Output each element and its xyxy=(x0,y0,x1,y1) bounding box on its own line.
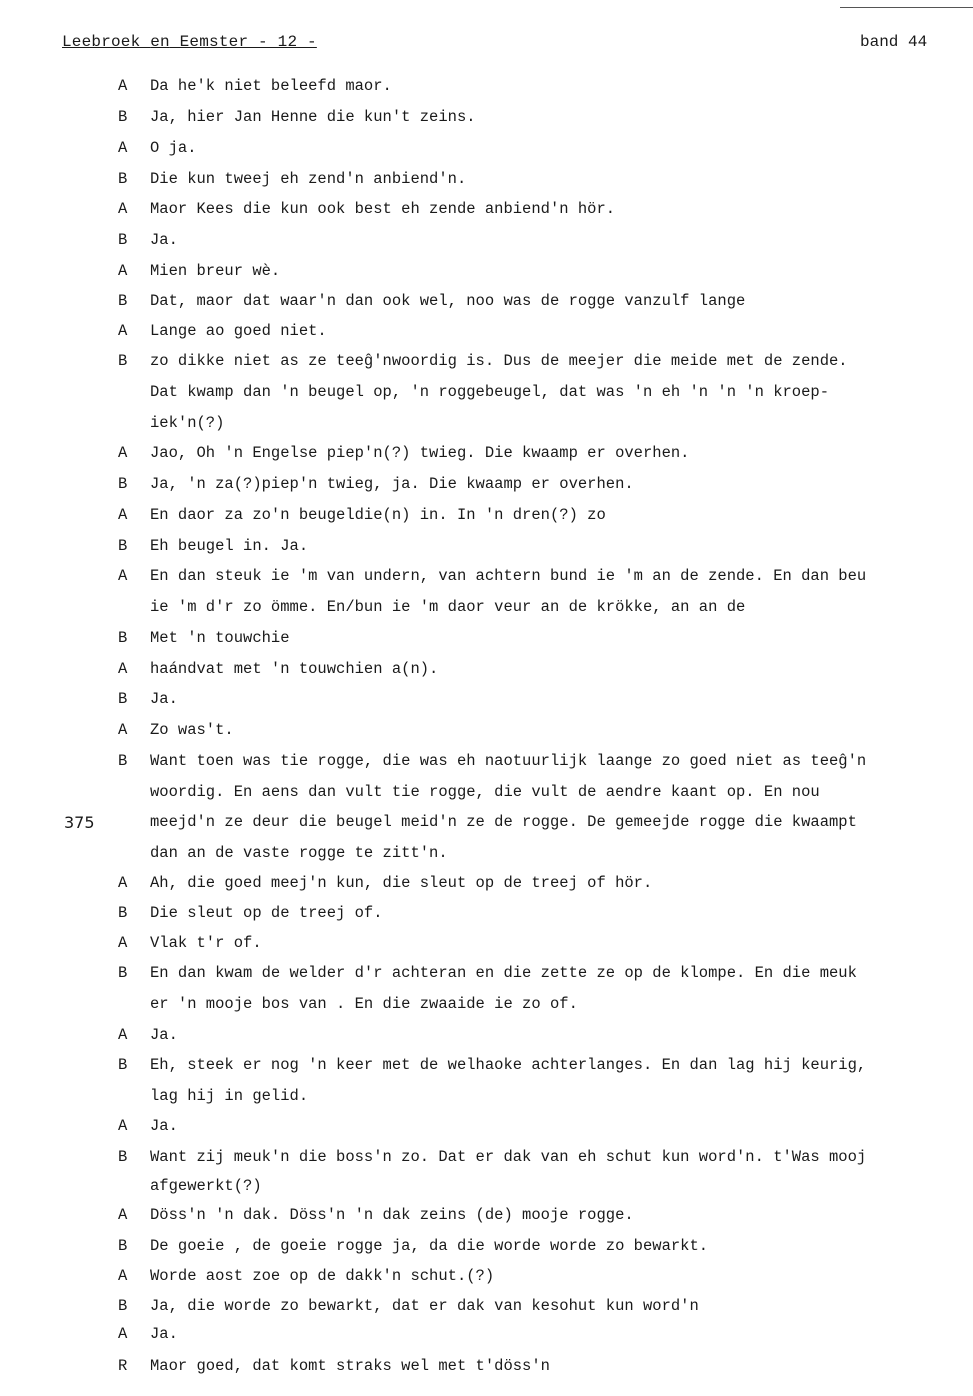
transcript-line xyxy=(0,1177,973,1201)
utterance-text: er 'n mooje bos van . En die zwaaide ie zo of. xyxy=(150,995,578,1013)
utterance-text: Lange ao goed niet. xyxy=(150,322,327,340)
transcript-line xyxy=(0,200,973,224)
transcript-line xyxy=(0,537,973,561)
speaker-label: B xyxy=(118,1148,128,1166)
speaker-label: A xyxy=(118,322,128,340)
speaker-label: B xyxy=(118,292,128,310)
speaker-label: A xyxy=(118,1117,128,1135)
utterance-text: Zo was't. xyxy=(150,721,234,739)
header-title-en: en xyxy=(150,33,170,51)
speaker-label: A xyxy=(118,721,128,739)
utterance-text: O ja. xyxy=(150,139,197,157)
top-rule xyxy=(840,7,973,8)
utterance-text: woordig. En aens dan vult tie rogge, die vult de aendre kaant op. En nou xyxy=(150,783,820,801)
transcript-line xyxy=(0,383,973,407)
utterance-text: Worde aost zoe op de dakk'n schut.(?) xyxy=(150,1267,495,1285)
transcript-line xyxy=(0,934,973,958)
speaker-label: A xyxy=(118,139,128,157)
speaker-label: B xyxy=(118,904,128,922)
speaker-label: A xyxy=(118,934,128,952)
utterance-text: afgewerkt(?) xyxy=(150,1177,262,1195)
transcript-line xyxy=(0,475,973,499)
transcript-line xyxy=(0,721,973,745)
utterance-text: Maor goed, dat komt straks wel met t'döss'n xyxy=(150,1357,550,1375)
transcript-line xyxy=(0,783,973,807)
transcript-line xyxy=(0,598,973,622)
speaker-label: B xyxy=(118,475,128,493)
utterance-text: Ja, die worde zo bewarkt, dat er dak van kesohut kun word'n xyxy=(150,1297,699,1315)
speaker-label: B xyxy=(118,231,128,249)
header-title-suffix: Eemster - 12 - xyxy=(169,33,317,51)
utterance-text: lag hij in gelid. xyxy=(150,1087,309,1105)
transcript-line xyxy=(0,444,973,468)
utterance-text: Dat kwamp dan 'n beugel op, 'n roggebeugel, dat was 'n eh 'n 'n 'n kroep- xyxy=(150,383,830,401)
transcript-line xyxy=(0,108,973,132)
speaker-label: B xyxy=(118,352,128,370)
transcript-line xyxy=(0,844,973,868)
page-header-left xyxy=(62,33,317,51)
utterance-text: Met 'n touwchie xyxy=(150,629,290,647)
speaker-label: A xyxy=(118,262,128,280)
speaker-label: B xyxy=(118,170,128,188)
utterance-text: Want zij meuk'n die boss'n zo. Dat er dak van eh schut kun word'n. t'Was mooj xyxy=(150,1148,867,1166)
utterance-text: haándvat met 'n touwchien a(n). xyxy=(150,660,439,678)
speaker-label: B xyxy=(118,537,128,555)
speaker-label: A xyxy=(118,444,128,462)
utterance-text: Jao, Oh 'n Engelse piep'n(?) twieg. Die kwaamp er overhen. xyxy=(150,444,690,462)
utterance-text: Vlak t'r of. xyxy=(150,934,262,952)
transcript-line xyxy=(0,139,973,163)
speaker-label: A xyxy=(118,660,128,678)
transcript-line xyxy=(0,629,973,653)
utterance-text: Maor Kees die kun ook best eh zende anbiend'n hör. xyxy=(150,200,616,218)
speaker-label: A xyxy=(118,1325,128,1343)
speaker-label: A xyxy=(118,874,128,892)
transcript-line xyxy=(0,1056,973,1080)
transcript-line xyxy=(0,690,973,714)
utterance-text: Mien breur wè. xyxy=(150,262,281,280)
transcript-line xyxy=(0,1206,973,1230)
transcript-line xyxy=(0,752,973,776)
utterance-text: Eh beugel in. Ja. xyxy=(150,537,309,555)
utterance-text: Ja. xyxy=(150,1026,178,1044)
speaker-label: A xyxy=(118,1026,128,1044)
utterance-text: Die sleut op de treej of. xyxy=(150,904,383,922)
utterance-text: Ja. xyxy=(150,231,178,249)
transcript-line xyxy=(0,995,973,1019)
utterance-text: Want toen was tie rogge, die was eh naotuurlijk laange zo goed niet as teeĝ'n xyxy=(150,752,867,770)
utterance-text: En dan steuk ie 'm van undern, van achtern bund ie 'm an de zende. En dan beu xyxy=(150,567,867,585)
utterance-text: Eh, steek er nog 'n keer met de welhaoke achterlanges. En dan lag hij keurig, xyxy=(150,1056,867,1074)
transcript-line xyxy=(0,322,973,346)
utterance-text: Ja, hier Jan Henne die kun't zeins. xyxy=(150,108,476,126)
transcript-line xyxy=(0,1267,973,1291)
utterance-text: Ah, die goed meej'n kun, die sleut op de treej of hör. xyxy=(150,874,653,892)
utterance-text: iek'n(?) xyxy=(150,414,225,432)
speaker-label: B xyxy=(118,964,128,982)
utterance-text: dan an de vaste rogge te zitt'n. xyxy=(150,844,448,862)
transcript-line xyxy=(0,231,973,255)
transcript-line xyxy=(0,1026,973,1050)
transcript-line xyxy=(0,567,973,591)
utterance-text: meejd'n ze deur die beugel meid'n ze de rogge. De gemeejde rogge die kwaampt xyxy=(150,813,857,831)
speaker-label: B xyxy=(118,1237,128,1255)
speaker-label: B xyxy=(118,629,128,647)
transcript-line xyxy=(0,414,973,438)
utterance-text: En daor za zo'n beugeldie(n) in. In 'n dren(?) zo xyxy=(150,506,606,524)
speaker-label: B xyxy=(118,1056,128,1074)
transcript-line xyxy=(0,170,973,194)
transcript-line xyxy=(0,964,973,988)
margin-line-number: 375 xyxy=(64,813,95,832)
utterance-text: Dat, maor dat waar'n dan ook wel, noo was de rogge vanzulf lange xyxy=(150,292,746,310)
transcript-line xyxy=(0,904,973,928)
transcript-line xyxy=(0,660,973,684)
utterance-text: En dan kwam de welder d'r achteran en die zette ze op de klompe. En die meuk xyxy=(150,964,857,982)
utterance-text: De goeie , de goeie rogge ja, da die worde worde zo bewarkt. xyxy=(150,1237,709,1255)
transcript-line xyxy=(0,874,973,898)
transcript-line xyxy=(0,292,973,316)
utterance-text: Ja. xyxy=(150,1117,178,1135)
transcript-line xyxy=(0,77,973,101)
transcript-line xyxy=(0,1148,973,1172)
speaker-label: B xyxy=(118,1297,128,1315)
transcript-line xyxy=(0,813,973,837)
speaker-label: B xyxy=(118,752,128,770)
speaker-label: A xyxy=(118,567,128,585)
utterance-text: Ja. xyxy=(150,1325,178,1343)
speaker-label: R xyxy=(118,1357,128,1375)
speaker-label: A xyxy=(118,1206,128,1224)
utterance-text: Ja, 'n za(?)piep'n twieg, ja. Die kwaamp er overhen. xyxy=(150,475,634,493)
transcript-line xyxy=(0,1237,973,1261)
speaker-label: B xyxy=(118,690,128,708)
speaker-label: B xyxy=(118,108,128,126)
utterance-text: zo dikke niet as ze teeĝ'nwoordig is. Dus de meejer die meide met de zende. xyxy=(150,352,848,370)
speaker-label: A xyxy=(118,77,128,95)
transcript-line xyxy=(0,1357,973,1381)
transcript-line xyxy=(0,262,973,286)
page-header-right: band 44 xyxy=(860,33,928,51)
utterance-text: Die kun tweej eh zend'n anbiend'n. xyxy=(150,170,467,188)
transcript-line xyxy=(0,1117,973,1141)
utterance-text: Ja. xyxy=(150,690,178,708)
transcript-line xyxy=(0,506,973,530)
transcript-line xyxy=(0,1087,973,1111)
speaker-label: A xyxy=(118,506,128,524)
transcript-line xyxy=(0,1325,973,1349)
header-title-prefix: Leebroek xyxy=(62,33,151,51)
speaker-label: A xyxy=(118,200,128,218)
utterance-text: Da he'k niet beleefd maor. xyxy=(150,77,392,95)
utterance-text: Döss'n 'n dak. Döss'n 'n dak zeins (de) mooje rogge. xyxy=(150,1206,634,1224)
transcript-line xyxy=(0,352,973,376)
speaker-label: A xyxy=(118,1267,128,1285)
utterance-text: ie 'm d'r zo ömme. En/bun ie 'm daor veur an de krökke, an an de xyxy=(150,598,746,616)
transcript-line xyxy=(0,1297,973,1321)
